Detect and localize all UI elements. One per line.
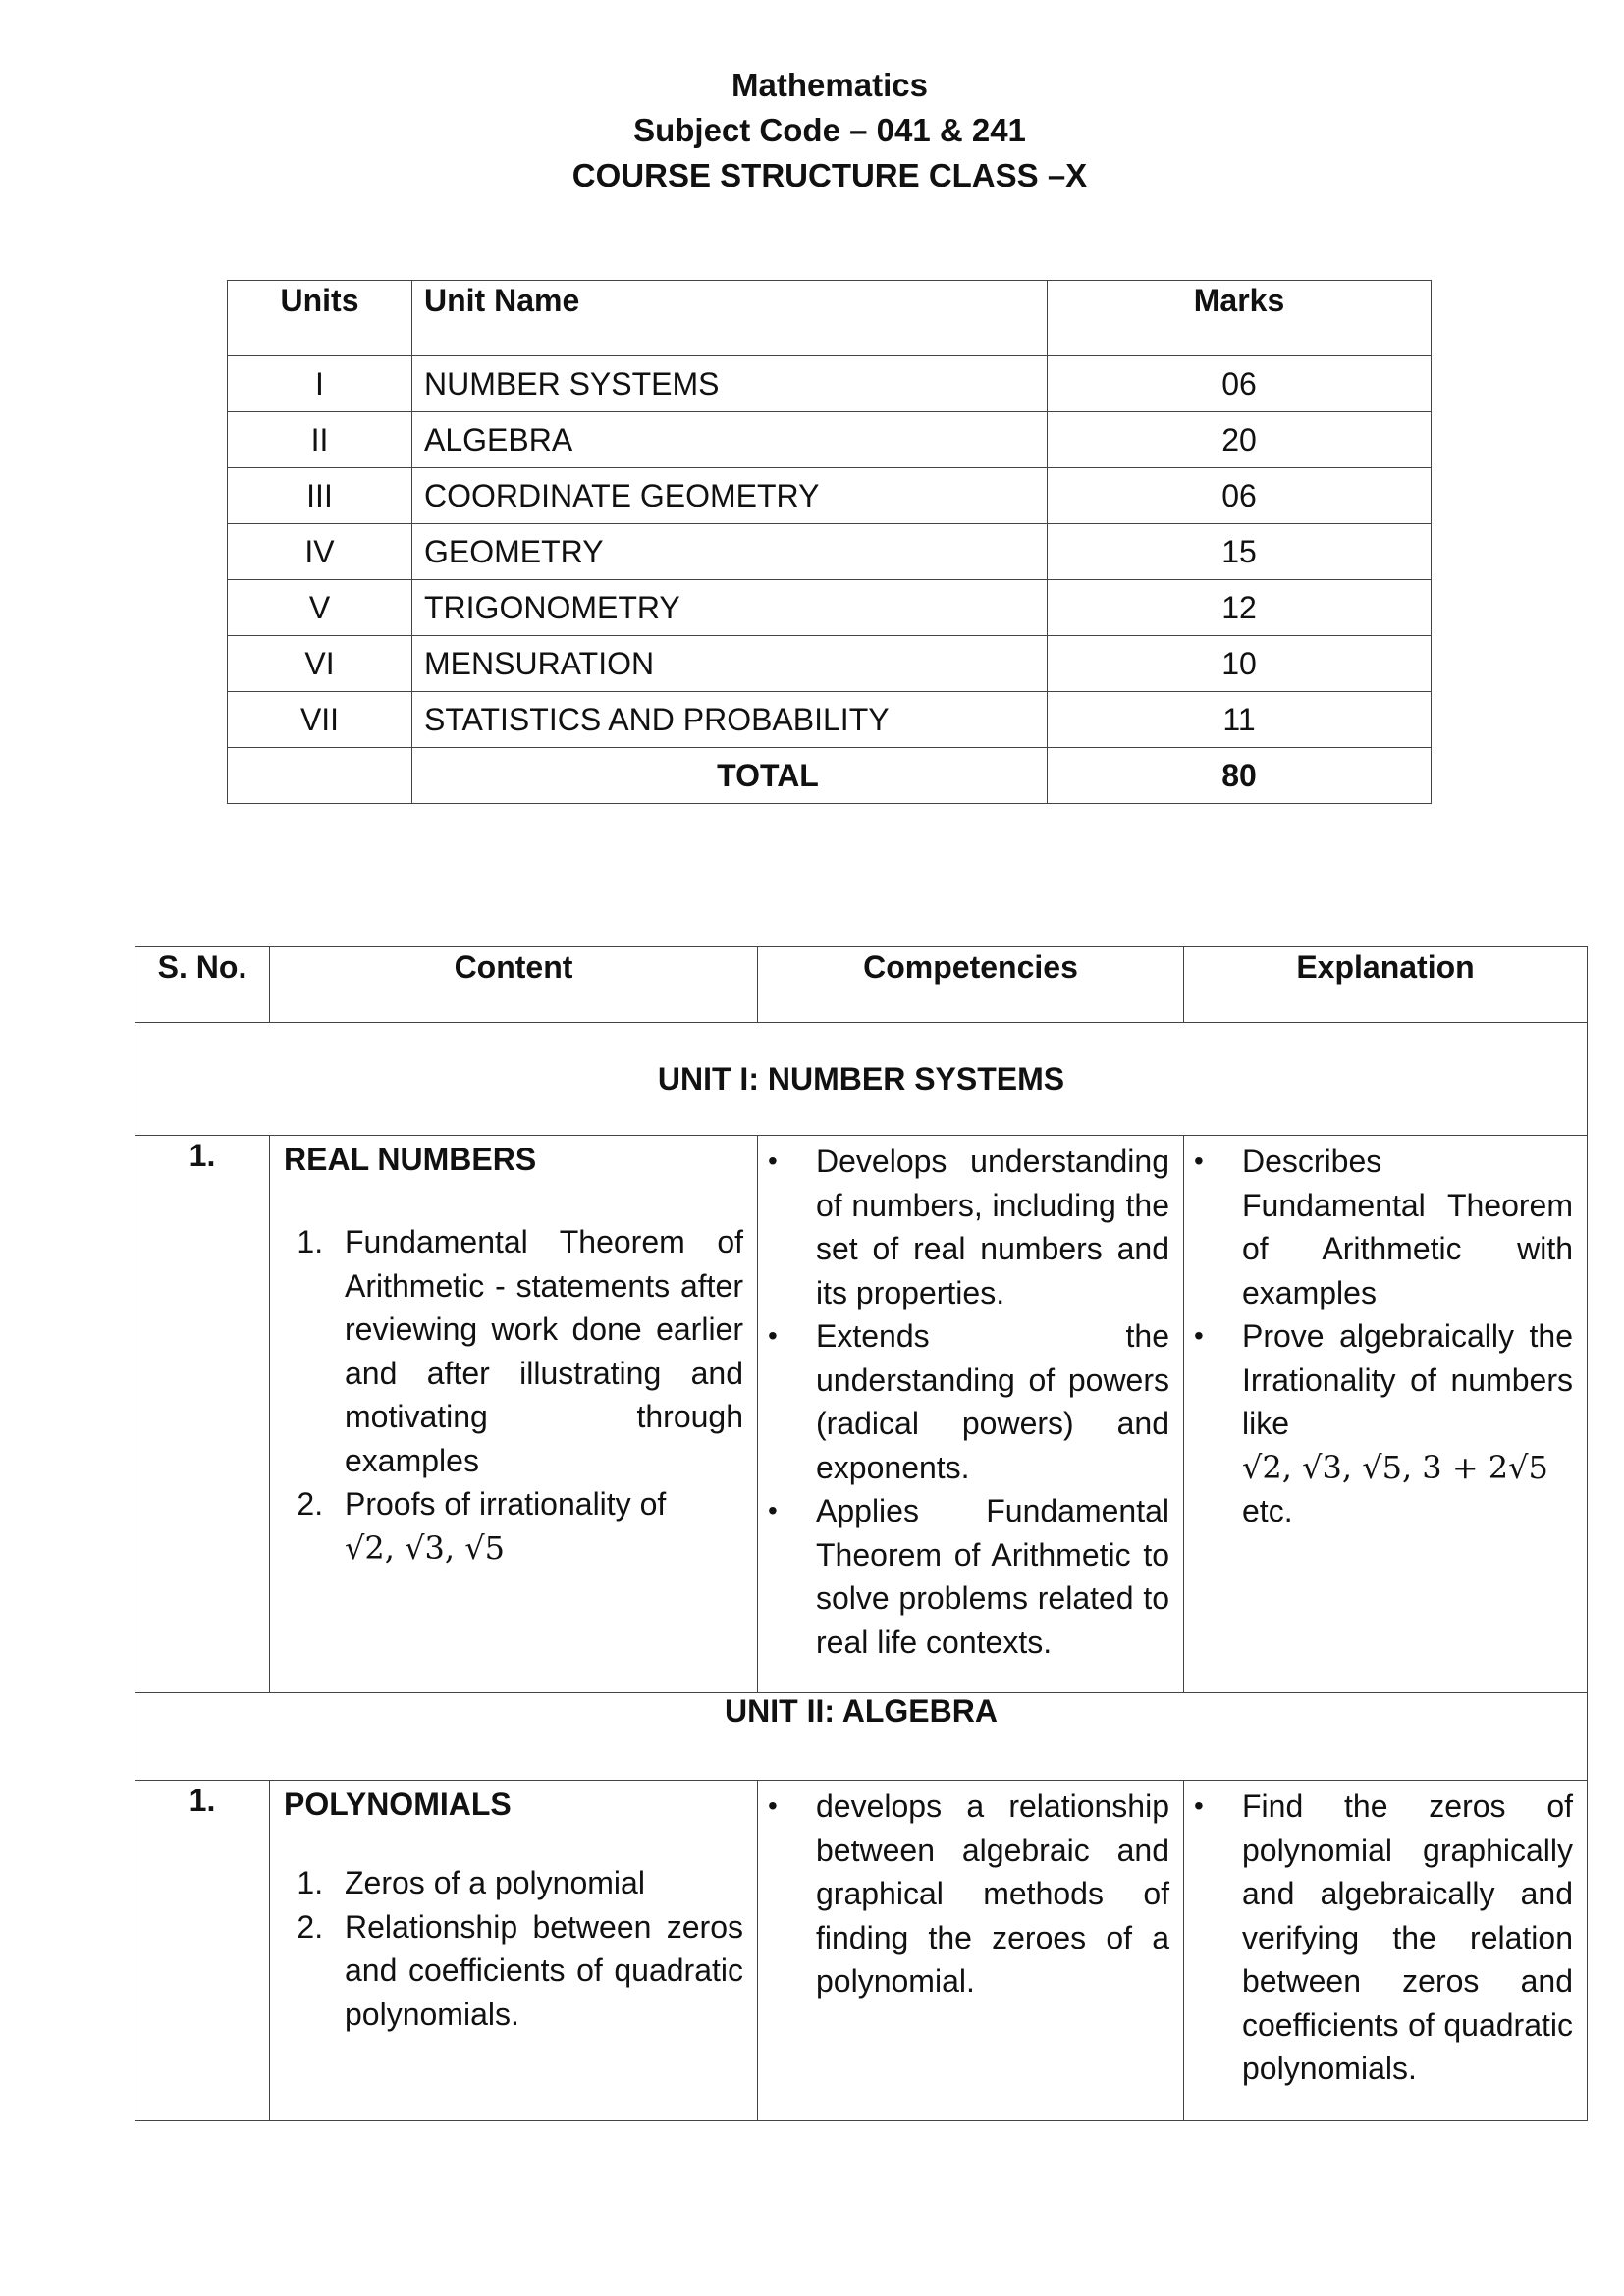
marks-table	[227, 280, 1432, 804]
unit-name: NUMBER SYSTEMS	[412, 356, 1048, 412]
content-list	[284, 1220, 743, 1570]
topic-title: POLYNOMIALS	[284, 1787, 512, 1822]
unit-name: GEOMETRY	[412, 524, 1048, 580]
unit-marks: 20	[1048, 412, 1432, 468]
unit-heading-row	[135, 1693, 1588, 1781]
table-row	[228, 692, 1432, 748]
unit-marks: 10	[1048, 636, 1432, 692]
content-list-wrapper	[270, 1826, 757, 2036]
header-competencies: Competencies	[758, 947, 1184, 1023]
unit-number: VII	[228, 692, 412, 748]
list-item: • Find the zeros of polynomial graphically and algebraically and verifying the relation between zeros and coefficients of quadratic polynomials.	[1184, 1785, 1573, 2091]
table-row	[135, 1781, 1588, 2121]
table-row	[228, 468, 1432, 524]
unit-name: TRIGONOMETRY	[412, 580, 1048, 636]
list-item: • Extends the understanding of powers (radical powers) and exponents.	[758, 1314, 1169, 1489]
list-item: 1. Fundamental Theorem of Arithmetic - statements after reviewing work done earlier and after illustrating and motivating through examples	[332, 1220, 743, 1482]
unit-marks: 15	[1048, 524, 1432, 580]
list-item-text: Proofs of irrationality of	[345, 1486, 667, 1522]
table-row	[135, 1136, 1588, 1693]
content-list-wrapper	[270, 1181, 757, 1570]
total-empty-cell	[228, 748, 412, 804]
unit-name: ALGEBRA	[412, 412, 1048, 468]
unit-number: I	[228, 356, 412, 412]
course-structure-title: COURSE STRUCTURE CLASS –X	[571, 157, 1088, 193]
unit-name: COORDINATE GEOMETRY	[412, 468, 1048, 524]
total-label: TOTAL	[412, 748, 1048, 804]
document-header	[0, 63, 1624, 198]
table-row	[228, 580, 1432, 636]
competencies-cell	[758, 1136, 1184, 1693]
unit-marks: 06	[1048, 356, 1432, 412]
serial-number: 1.	[135, 1136, 270, 1693]
math-expression: √2, √3, √5	[345, 1528, 505, 1567]
competencies-cell	[758, 1781, 1184, 2121]
syllabus-table	[135, 946, 1588, 2121]
list-item	[332, 1482, 743, 1570]
total-row	[228, 748, 1432, 804]
competencies-list	[758, 1136, 1183, 1664]
list-item: • Develops understanding of numbers, including the set of real numbers and its properties.	[758, 1140, 1169, 1314]
unit1-title: UNIT I: NUMBER SYSTEMS	[135, 1023, 1588, 1136]
unit-name: MENSURATION	[412, 636, 1048, 692]
topic-title: REAL NUMBERS	[284, 1142, 537, 1177]
unit-heading-row	[135, 1023, 1588, 1136]
list-item: 2. Relationship between zeros and coefficients of quadratic polynomials.	[332, 1905, 743, 2037]
list-item: 1. Zeros of a polynomial	[332, 1861, 743, 1905]
table-row	[228, 524, 1432, 580]
total-value: 80	[1048, 748, 1432, 804]
math-expression: √2, √3, √5, 3 + 2√5	[1242, 1448, 1548, 1486]
explanation-cell	[1184, 1781, 1588, 2121]
list-item: • Applies Fundamental Theorem of Arithmetic to solve problems related to real life contexts.	[758, 1489, 1169, 1664]
table-row	[228, 412, 1432, 468]
list-item-text: Prove algebraically the Irrationality of numbers like	[1242, 1318, 1573, 1441]
unit-marks: 12	[1048, 580, 1432, 636]
list-item-text: etc.	[1242, 1493, 1293, 1528]
unit-number: VI	[228, 636, 412, 692]
header-content: Content	[270, 947, 758, 1023]
subject-code: Subject Code – 041 & 241	[633, 112, 1026, 148]
unit2-title: UNIT II: ALGEBRA	[135, 1693, 1588, 1781]
explanation-cell	[1184, 1136, 1588, 1693]
unit-marks: 11	[1048, 692, 1432, 748]
header-explanation: Explanation	[1184, 947, 1588, 1023]
serial-number: 1.	[135, 1781, 270, 2121]
list-item	[1184, 1314, 1573, 1533]
document-title: Mathematics	[731, 67, 928, 103]
competencies-list	[758, 1781, 1183, 2003]
marks-table-header	[228, 281, 1432, 356]
list-item: • Describes Fundamental Theorem of Arithmetic with examples	[1184, 1140, 1573, 1314]
unit-number: III	[228, 468, 412, 524]
header-units: Units	[228, 281, 412, 356]
header-marks: Marks	[1048, 281, 1432, 356]
table-row	[228, 636, 1432, 692]
header-sno: S. No.	[135, 947, 270, 1023]
unit-marks: 06	[1048, 468, 1432, 524]
explanation-list	[1184, 1781, 1587, 2091]
unit-number: II	[228, 412, 412, 468]
list-item: • develops a relationship between algebraic and graphical methods of finding the zeroes of a polynomial.	[758, 1785, 1169, 2003]
unit-number: IV	[228, 524, 412, 580]
syllabus-header	[135, 947, 1588, 1023]
explanation-list	[1184, 1136, 1587, 1533]
header-unit-name: Unit Name	[412, 281, 1048, 356]
unit-name: STATISTICS AND PROBABILITY	[412, 692, 1048, 748]
table-row	[228, 356, 1432, 412]
content-list	[284, 1861, 743, 2036]
content-cell	[270, 1781, 758, 2121]
unit-number: V	[228, 580, 412, 636]
content-cell	[270, 1136, 758, 1693]
